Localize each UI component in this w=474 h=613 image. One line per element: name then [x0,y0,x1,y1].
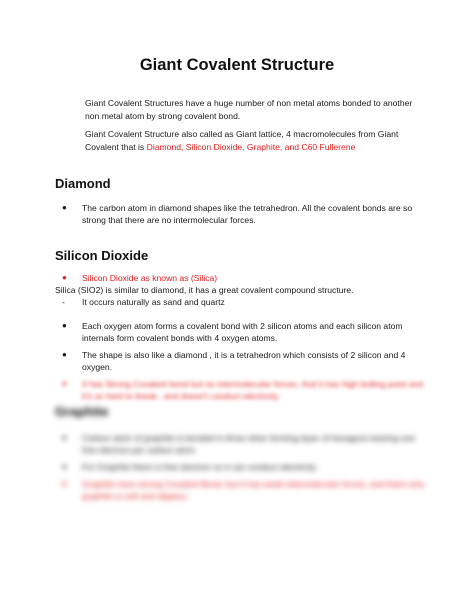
heading-graphite: Graphite [55,404,109,419]
bullet-dot-icon: ● [62,479,67,488]
silicon-red-bullet-text: Silicon Dioxide as known as (Silica) [82,273,218,283]
bullet-dot-icon: ● [62,379,67,388]
silicon-section [55,272,425,407]
intro-text-1: Giant Covalent Structures have a huge number of non metal atoms bonded to another non metal atom by strong covalent bond. [85,98,413,121]
intro-text-2-highlight: Diamond, Silicon Dioxide, Graphite, and C60 Fullerene [146,142,356,152]
intro-text-2-prefix: Giant Covalent Structure also called as Giant lattice, 4 macromolecules from Giant Covalent that is [85,129,399,152]
list-item [55,349,425,373]
bullet-dot-icon: ● [62,321,67,330]
silicon-bullet-text-1: Each oxygen atom forms a covalent bond with 2 silicon atoms and each silicon atom internals form covalent bonds with 4 oxygen atoms. [82,321,403,343]
list-item [55,320,425,344]
bullet-dot-icon: ● [62,203,67,212]
heading-silicon-dioxide: Silicon Dioxide [55,248,149,263]
list-item [55,296,425,308]
intro-text-2 [55,128,425,154]
graphite-red-bullet-text: Graphite have strong Covalent Bond, but it has weak intermolecular forces, and that's why graphite is soft and slippery. [82,479,425,501]
silicon-bullet-text-2: The shape is also like a diamond , it is a tetrahedron which consists of 2 silicon and 4 oxygen. [82,350,406,372]
dash-icon: - [62,297,65,307]
list-item [55,272,425,284]
heading-diamond: Diamond [55,176,111,191]
silicon-description-line: Silica (SIO2) is similar to diamond, it has a great covalent compound structure. [55,285,354,295]
intro-paragraph-1 [55,97,425,123]
graphite-bullet-text-1: Carbon atom of graphite is bonded in three other forming layer of hexagons leaving one free electron per carbon atom. [82,433,415,455]
intro-paragraph-2 [55,128,425,154]
diamond-bullet-list [55,202,425,231]
graphite-bullet-list [55,432,425,507]
bullet-dot-icon: ● [62,462,67,471]
list-item [55,461,425,473]
diamond-bullet-text: The carbon atom in diamond shapes like the tetrahedron. All the covalent bonds are so strong that there are no intermolecular forces. [82,203,413,225]
silicon-dash-text: It occurs naturally as sand and quartz [82,297,225,307]
silicon-blurred-bullet-text: It has Strong Covalent bond but no intermolecular forces. And it has high boiling point and it's so hard to break , and doesn't conduct electricity [82,379,424,401]
list-item [55,478,425,502]
page-title: Giant Covalent Structure [139,56,335,74]
list-item [55,432,425,456]
bullet-dot-icon: ● [62,273,67,282]
bullet-dot-icon: ● [62,350,67,359]
list-item [55,202,425,226]
bullet-dot-icon: ● [62,433,67,442]
list-item [55,378,425,402]
graphite-bullet-text-2: For Graphite there is free electron so it can conduct electricity. [82,462,318,472]
